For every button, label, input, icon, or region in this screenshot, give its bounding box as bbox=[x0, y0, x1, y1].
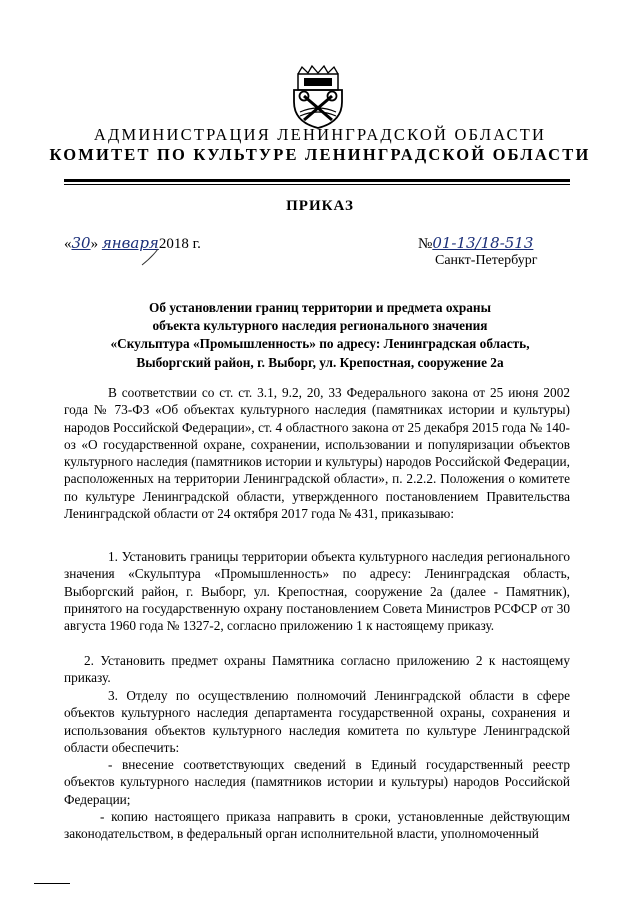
date-year: 2018 г. bbox=[158, 236, 201, 252]
order-item-3-subitem-2: - копию настоящего приказа направить в сроки, установленные действующим законодательством, в федеральный орган исполнительной власти, уполномоченный bbox=[64, 809, 570, 842]
header-divider-thick bbox=[64, 179, 570, 182]
date-close-quote: » bbox=[90, 236, 99, 252]
subject-line: объекта культурного наследия регионального значения bbox=[152, 318, 488, 334]
document-number-handwritten: 01-13/18-513 bbox=[432, 234, 534, 252]
organization-name-line2: КОМИТЕТ ПО КУЛЬТУРЕ ЛЕНИНГРАДСКОЙ ОБЛАСТИ bbox=[49, 145, 591, 164]
order-item-3: 3. Отделу по осуществлению полномочий Ленинградской области в сфере объектов культурного наследия департамента государственной охраны, сохранения и использования объектов культурного наследия комитета по культуре Ленинградской области обеспечить: bbox=[64, 688, 570, 755]
subject-line: Об установлении границ территории и предмета охраны bbox=[149, 300, 491, 315]
header-divider-thin bbox=[64, 184, 570, 185]
preamble-paragraph: В соответствии со ст. ст. 3.1, 9.2, 20, 33 Федерального закона от 25 июня 2002 года № 73-ФЗ «Об объектах культурного наследия (памятниках истории и культуры) народов Российской Федерации», ст. 4 областного закона от 25 декабря 2015 года № 140-оз «О государственной охране, сохранении, использовании и популяризации объектов культурного наследия (памятников истории и культуры) народов Российской Федерации, расположенных на территории Ленинградской области», п. 2.2.2. Положения о комитете по культуре Ленинградской области, утвержденного постановлением Правительства Ленинградской области от 24 октября 2017 года № 431, приказываю: bbox=[64, 385, 570, 522]
subject-line: «Скульптура «Промышленность» по адресу: Ленинградская область, bbox=[110, 336, 530, 352]
number-sign: № bbox=[418, 236, 433, 252]
date-day-handwritten: 30 bbox=[71, 234, 91, 252]
document-number bbox=[418, 234, 533, 253]
document-type-title: ПРИКАЗ bbox=[286, 198, 354, 214]
document-date bbox=[64, 234, 201, 253]
organization-name-line1: АДМИНИСТРАЦИЯ ЛЕНИНГРАДСКОЙ ОБЛАСТИ bbox=[93, 125, 547, 144]
footer-short-rule bbox=[34, 883, 70, 884]
order-item-3-subitem-1: - внесение соответствующих сведений в Единый государственный реестр объектов культурного наследия (памятников истории и культуры) народов Российской Федерации; bbox=[64, 757, 570, 807]
order-item-2: 2. Установить предмет охраны Памятника согласно приложению 2 к настоящему приказу. bbox=[64, 653, 570, 686]
date-open-quote: « bbox=[64, 236, 72, 252]
order-item-1: 1. Установить границы территории объекта культурного наследия регионального значения «Скульптура «Промышленность» по адресу: Ленинградская область, Выборгский район, г. Выборг, ул. Крепостная, сооружение 2а (далее - Памятник), принятого на государственную охрану постановлением Совета Министров РСФСР от 30 августа 1960 года № 1327-2, согласно приложению 1 к настоящему приказу. bbox=[64, 549, 570, 634]
handwritten-stroke-mark bbox=[138, 247, 162, 267]
document-subject bbox=[80, 299, 560, 372]
coat-of-arms-emblem bbox=[288, 64, 348, 130]
subject-line: Выборгский район, г. Выборг, ул. Крепостная, сооружение 2а bbox=[136, 354, 504, 370]
date-month-handwritten: января bbox=[101, 234, 159, 252]
document-city: Санкт-Петербург bbox=[435, 253, 538, 268]
